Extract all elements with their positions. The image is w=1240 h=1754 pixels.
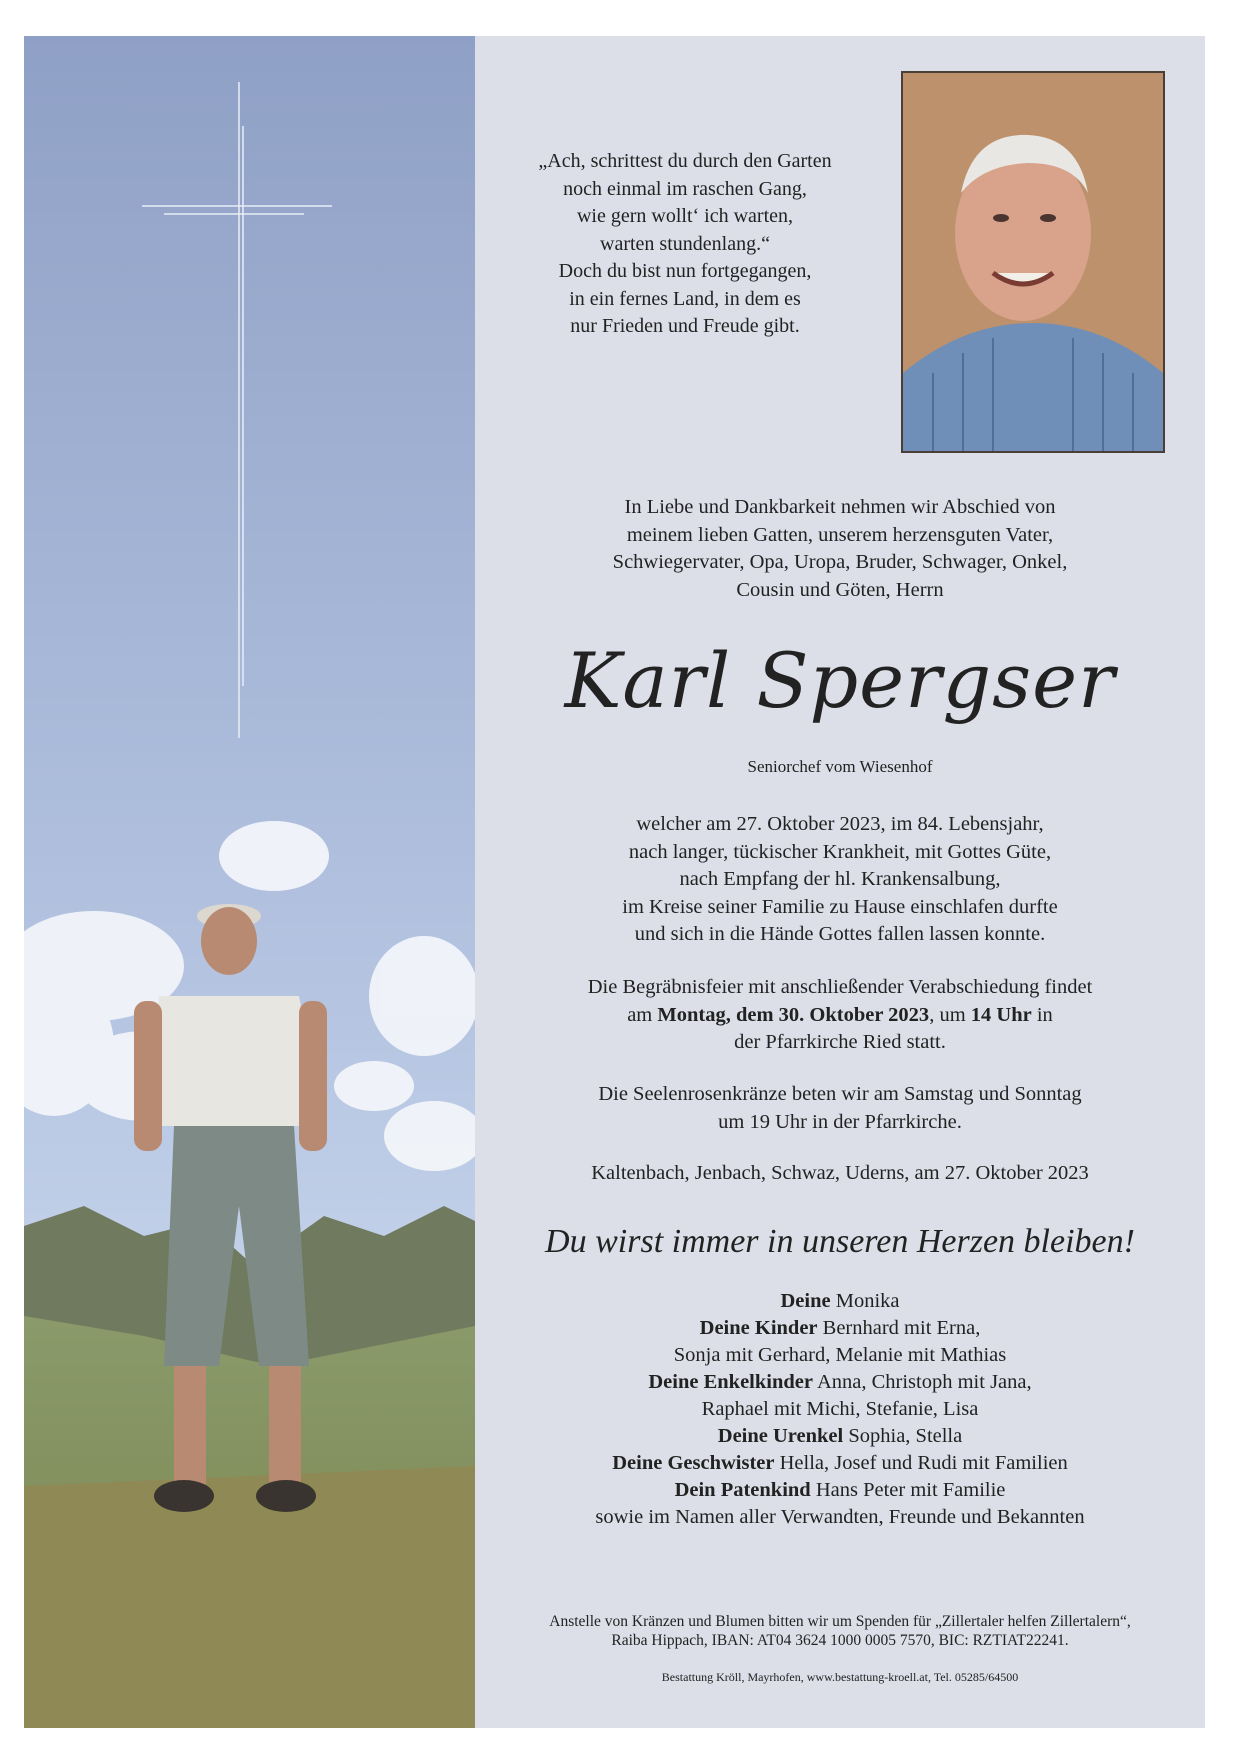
family-line: Deine Monika <box>780 1290 900 1312</box>
poem-line: „Ach, schrittest du durch den Garten <box>538 150 832 172</box>
rosary-line: um 19 Uhr in der Pfarrkirche. <box>718 1110 962 1133</box>
text-column <box>475 36 1205 1728</box>
foreground-grass <box>24 1466 475 1728</box>
funeral-line: Die Begräbnisfeier mit anschließender Verabschiedung findet <box>587 976 1093 998</box>
family-list <box>475 1288 1205 1531</box>
rosary-line: Die Seelenrosenkränze beten wir am Samstag und Sonntag <box>598 1083 1082 1105</box>
imprint: Bestattung Kröll, Mayrhofen, www.bestattung-kroell.at, Tel. 05285/64500 <box>661 1670 1019 1684</box>
poem-line: wie gern wollt‘ ich warten, <box>576 205 794 227</box>
funeral-line: der Pfarrkirche Ried statt. <box>734 1031 946 1053</box>
funeral-am: am <box>627 1003 658 1026</box>
poem-line: in ein fernes Land, in dem es <box>569 287 801 310</box>
mountain-photo <box>24 36 475 1728</box>
family-line: sowie im Namen aller Verwandten, Freunde und Bekannten <box>595 1506 1085 1528</box>
poem <box>475 148 895 341</box>
passing-line: welcher am 27. Oktober 2023, im 84. Lebensjahr, <box>636 813 1044 835</box>
intro-line: Schwiegervater, Opa, Uropa, Bruder, Schwager, Onkel, <box>612 551 1068 573</box>
portrait-illustration <box>903 73 1163 451</box>
poem-line: Doch du bist nun fortgegangen, <box>558 260 812 282</box>
deceased-title: Seniorchef vom Wiesenhof <box>747 757 933 776</box>
donation-line: Raiba Hippach, IBAN: AT04 3624 1000 0005 7570, BIC: RZTIAT22241. <box>611 1632 1069 1649</box>
family-line: Raphael mit Michi, Stefanie, Lisa <box>701 1398 979 1420</box>
funeral-info <box>475 974 1205 1057</box>
funeral-date: Montag, dem 30. Oktober 2023 <box>657 1003 930 1026</box>
rosary-info <box>475 1081 1205 1136</box>
family-line: Deine Geschwister Hella, Josef und Rudi mit Familien <box>612 1452 1068 1474</box>
funeral-in: in <box>1031 1003 1053 1026</box>
donation-line: Anstelle von Kränzen und Blumen bitten wir um Spenden für „Zillertaler helfen Zillertalern“, <box>549 1613 1131 1630</box>
poem-line: warten stundenlang.“ <box>600 232 770 255</box>
family-line: Deine Kinder Bernhard mit Erna, <box>699 1317 981 1339</box>
family-line: Deine Urenkel Sophia, Stella <box>717 1425 963 1447</box>
family-line: Dein Patenkind Hans Peter mit Familie <box>674 1479 1006 1501</box>
passing-line: nach Empfang der hl. Krankensalbung, <box>679 868 1001 890</box>
passing-text <box>475 811 1205 949</box>
passing-line: und sich in die Hände Gottes fallen lassen konnte. <box>634 923 1046 945</box>
funeral-time: 14 Uhr <box>970 1003 1032 1026</box>
poem-line: nur Frieden und Freude gibt. <box>570 315 800 337</box>
passing-line: im Kreise seiner Familie zu Hause einschlafen durfte <box>622 895 1058 918</box>
donation-note <box>475 1612 1205 1650</box>
place-date: Kaltenbach, Jenbach, Schwaz, Uderns, am 27. Oktober 2023 <box>591 1162 1089 1184</box>
funeral-date-line <box>475 1002 1205 1030</box>
family-line: Deine Enkelkinder Anna, Christoph mit Jana, <box>648 1371 1032 1393</box>
intro-line: meinem lieben Gatten, unserem herzensguten Vater, <box>626 523 1054 546</box>
family-line: Sonja mit Gerhard, Melanie mit Mathias <box>673 1344 1007 1366</box>
poem-line: noch einmal im raschen Gang, <box>563 177 807 200</box>
deceased-name: Karl Spergser <box>564 636 1116 725</box>
portrait-photo <box>901 71 1165 453</box>
mountain-photo-illustration <box>24 36 475 1728</box>
motto: Du wirst immer in unseren Herzen bleiben! <box>545 1223 1135 1260</box>
intro-text <box>475 494 1205 604</box>
passing-line: nach langer, tückischer Krankheit, mit Gottes Güte, <box>628 840 1052 863</box>
intro-line: Cousin und Göten, Herrn <box>736 578 944 601</box>
intro-line: In Liebe und Dankbarkeit nehmen wir Abschied von <box>624 496 1056 518</box>
funeral-um: , um <box>929 1003 971 1026</box>
